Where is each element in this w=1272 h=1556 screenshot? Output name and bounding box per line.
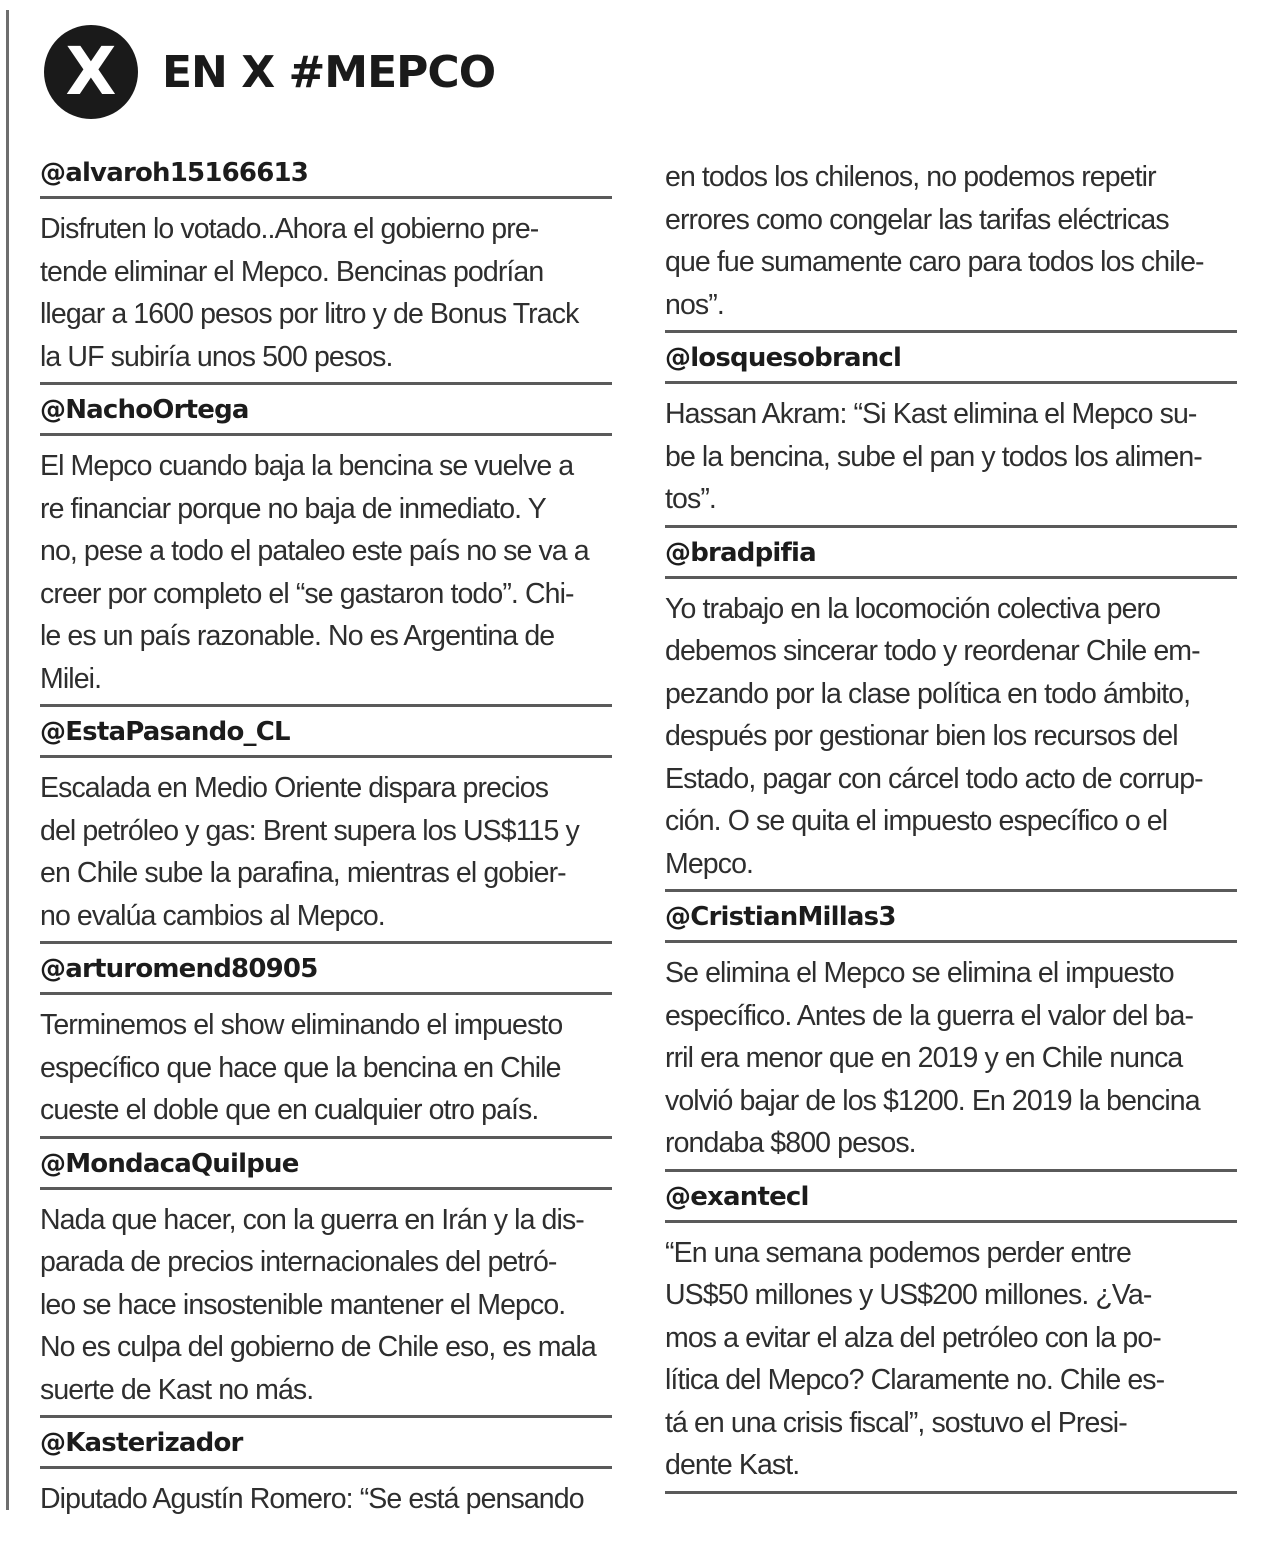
- post-exantecl: [665, 1180, 1237, 1494]
- post-handle[interactable]: @CristianMillas3: [665, 900, 1237, 943]
- text-line: leo se hace insostenible mantener el Mepco.: [40, 1288, 566, 1321]
- x-logo-letter: X: [65, 33, 117, 110]
- post-text: [40, 1190, 612, 1419]
- post-mondacaquilpue: [40, 1147, 612, 1419]
- text-line: Yo trabajo en la locomoción colectiva pero: [665, 592, 1161, 625]
- post-handle[interactable]: @bradpifia: [665, 536, 1237, 579]
- text-line: específico que hace que la bencina en Chile: [40, 1051, 561, 1084]
- text-line: Estado, pagar con cárcel todo acto de corrup-: [665, 762, 1203, 795]
- text-line: llegar a 1600 pesos por litro y de Bonus Track: [40, 298, 579, 330]
- text-line: US$50 millones y US$200 millones. ¿Va-: [665, 1279, 1152, 1311]
- text-line: errores como congelar las tarifas eléctricas: [665, 203, 1169, 236]
- text-line: mos a evitar el alza del petróleo con la po-: [665, 1321, 1161, 1354]
- post-text-continued: [665, 156, 1237, 333]
- post-losquesobrancl: [665, 341, 1237, 528]
- text-line: cueste el doble que en cualquier otro país.: [40, 1094, 539, 1126]
- text-line: tos”.: [665, 483, 716, 515]
- text-line: la UF subiría unos 500 pesos.: [40, 340, 393, 373]
- text-line: Hassan Akram: “Si Kast elimina el Mepco su-: [665, 398, 1197, 430]
- page-left-rule: [6, 10, 9, 1510]
- post-handle[interactable]: @exantecl: [665, 1180, 1237, 1223]
- post-text: [665, 943, 1237, 1172]
- x-logo-icon: [44, 25, 138, 119]
- post-text: [665, 579, 1237, 893]
- text-line: Mepco.: [665, 847, 754, 880]
- post-handle[interactable]: @MondacaQuilpue: [40, 1147, 612, 1190]
- text-line: ción. O se quita el impuesto específico o el: [665, 805, 1168, 837]
- text-line: No es culpa del gobierno de Chile eso, es mala: [40, 1331, 596, 1363]
- post-text: [40, 436, 612, 707]
- text-line: Diputado Agustín Romero: “Se está pensando: [40, 1483, 584, 1515]
- text-line: rril era menor que en 2019 y en Chile nunca: [665, 1042, 1183, 1074]
- text-line: dente Kast.: [665, 1449, 800, 1481]
- text-line: be la bencina, sube el pan y todos los alimen-: [665, 440, 1202, 473]
- text-line: no, pese a todo el pataleo este país no se va a: [40, 535, 589, 567]
- text-line: le es un país razonable. No es Argentina de: [40, 620, 555, 652]
- text-line: Nada que hacer, con la guerra en Irán y la dis-: [40, 1203, 584, 1236]
- text-line: en todos los chilenos, no podemos repetir: [665, 161, 1156, 193]
- text-line: “En una semana podemos perder entre: [665, 1236, 1131, 1269]
- post-handle[interactable]: @Kasterizador: [40, 1426, 612, 1469]
- post-handle[interactable]: @alvaroh15166613: [40, 156, 612, 199]
- text-line: en Chile sube la parafina, mientras el gobier-: [40, 857, 566, 889]
- text-line: que fue sumamente caro para todos los chile-: [665, 246, 1204, 278]
- post-handle[interactable]: @arturomend80905: [40, 952, 612, 995]
- text-line: volvió bajar de los $1200. En 2019 la bencina: [665, 1084, 1200, 1117]
- text-line: nos”.: [665, 288, 724, 321]
- text-line: Terminemos el show eliminando el impuesto: [40, 1009, 563, 1041]
- text-line: El Mepco cuando baja la bencina se vuelve a: [40, 450, 574, 482]
- text-line: suerte de Kast no más.: [40, 1373, 314, 1406]
- text-line: re financiar porque no baja de inmediato. Y: [40, 492, 546, 525]
- post-text: [665, 1223, 1237, 1494]
- post-kasterizador: [40, 1426, 612, 1525]
- post-nachoortega: [40, 393, 612, 707]
- post-arturomend: [40, 952, 612, 1139]
- text-line: después por gestionar bien los recursos del: [665, 720, 1178, 752]
- post-text: [40, 1469, 612, 1525]
- section-header: [44, 24, 495, 120]
- post-alvaroh: [40, 156, 612, 385]
- post-cristianmillas: [665, 900, 1237, 1172]
- text-line: parada de precios internacionales del petró-: [40, 1246, 557, 1278]
- text-line: tá en una crisis fiscal”, sostuvo el Presi-: [665, 1406, 1127, 1439]
- text-line: tende eliminar el Mepco. Bencinas podrían: [40, 255, 544, 288]
- text-line: debemos sincerar todo y reordenar Chile em-: [665, 635, 1200, 667]
- text-line: Se elimina el Mepco se elimina el impuesto: [665, 957, 1174, 989]
- post-text: [665, 384, 1237, 528]
- post-handle[interactable]: @losquesobrancl: [665, 341, 1237, 384]
- text-line: del petróleo y gas: Brent supera los US$115 y: [40, 814, 579, 847]
- post-text: [40, 199, 612, 385]
- text-line: Milei.: [40, 662, 102, 695]
- text-line: específico. Antes de la guerra el valor del ba-: [665, 999, 1194, 1032]
- text-line: Escalada en Medio Oriente dispara precios: [40, 772, 549, 804]
- text-line: Disfruten lo votado..Ahora el gobierno pre-: [40, 213, 539, 245]
- section-title: EN X #MEPCO: [162, 46, 496, 98]
- text-line: no evalúa cambios al Mepco.: [40, 899, 385, 932]
- right-column: [665, 156, 1237, 1502]
- post-handle[interactable]: @NachoOrtega: [40, 393, 612, 436]
- text-line: creer por completo el “se gastaron todo”. Chi-: [40, 577, 574, 610]
- post-bradpifia: [665, 536, 1237, 893]
- text-line: rondaba $800 pesos.: [665, 1127, 916, 1159]
- left-column: [40, 156, 612, 1533]
- post-text: [40, 995, 612, 1139]
- post-text: [40, 758, 612, 944]
- post-estapasando: [40, 715, 612, 944]
- post-handle[interactable]: @EstaPasando_CL: [40, 715, 612, 758]
- text-line: pezando por la clase política en todo ámbito,: [665, 677, 1191, 710]
- text-line: lítica del Mepco? Claramente no. Chile es-: [665, 1364, 1165, 1396]
